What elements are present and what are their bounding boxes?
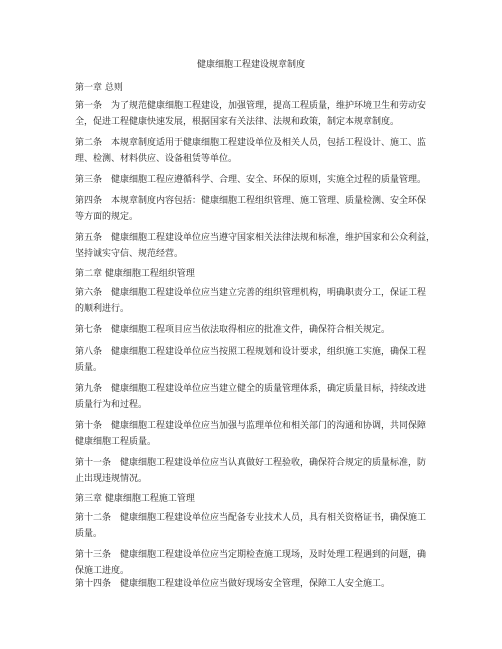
article-12-line-2: 质量。 (75, 528, 103, 539)
article-11-line-1: 第十一条 健康细胞工程建设单位应当认真做好工程验收，确保符合规定的质量标准，防 (75, 458, 427, 468)
article-12-line-1: 第十二条 健康细胞工程建设单位应当配备专业技术人员，具有相关资格证书，确保施工 (75, 513, 427, 523)
article-4 (75, 194, 440, 225)
article-10 (75, 419, 440, 450)
article-2 (75, 136, 440, 167)
article-1-line-2: 全，促进工程健康快速发展，根据国家有关法律、法规和政策，制定本规章制度。 (75, 116, 400, 127)
article-11 (75, 456, 440, 487)
article-4-line-1: 第四条 本规章制度内容包括：健康细胞工程组织管理、施工管理、质量检测、安全环保 (75, 196, 427, 206)
article-1 (75, 99, 440, 130)
chapter-3-heading: 第三章 健康细胞工程施工管理 (75, 494, 195, 504)
article-8-line-2: 质量。 (75, 362, 103, 373)
article-6-line-1: 第六条 健康细胞工程建设单位应当建立完善的组织管理机构，明确职责分工，保证工程 (75, 288, 427, 298)
article-2-line-2: 理、检测、材料供应、设备租赁等单位。 (75, 153, 238, 164)
article-9 (75, 382, 440, 413)
article-7-line-1: 第七条 健康细胞工程项目应当依法取得相应的批准文件，确保符合相关规定。 (75, 325, 391, 335)
article-9-line-2: 质量行为和过程。 (75, 399, 148, 410)
article-6-line-2: 的顺利进行。 (75, 303, 130, 314)
document-title: 健康细胞工程建设规章制度 (196, 60, 305, 70)
article-13 (75, 548, 440, 579)
article-10-line-1: 第十条 健康细胞工程建设单位应当加强与监理单位和相关部门的沟通和协调，共同保障 (75, 421, 427, 431)
article-13-line-2: 保施工进度。 (75, 565, 130, 576)
article-6 (75, 286, 440, 317)
chapter-1-heading: 第一章 总则 (75, 83, 123, 93)
chapter-2-heading: 第二章 健康细胞工程组织管理 (75, 269, 195, 279)
article-14-line-1: 第十四条 健康细胞工程建设单位应当做好现场安全管理，保障工人安全施工。 (75, 579, 391, 589)
article-5-line-2: 坚持诚实守信、规范经营。 (75, 248, 184, 259)
article-12 (75, 511, 440, 542)
article-11-line-2: 止出现违规情况。 (75, 473, 148, 484)
article-5 (75, 231, 440, 262)
article-2-line-1: 第二条 本规章制度适用于健康细胞工程建设单位及相关人员，包括工程设计、施工、监 (75, 138, 427, 148)
article-5-line-1: 第五条 健康细胞工程建设单位应当遵守国家相关法律法规和标准，维护国家和公众利益， (75, 233, 436, 243)
article-13-line-1: 第十三条 健康细胞工程建设单位应当定期检查施工现场，及时处理工程遇到的问题，确 (75, 550, 427, 560)
article-3 (75, 173, 440, 189)
article-3-line-1: 第三条 健康细胞工程应遵循科学、合理、安全、环保的原则，实施全过程的质量管理。 (75, 175, 427, 185)
article-1-line-1: 第一条 为了规范健康细胞工程建设，加强管理，提高工程质量，维护环境卫生和劳动安 (75, 101, 427, 111)
article-9-line-1: 第九条 健康细胞工程建设单位应当建立健全的质量管理体系，确定质量目标，持续改进 (75, 384, 427, 394)
article-10-line-2: 健康细胞工程质量。 (75, 436, 157, 447)
article-8-line-1: 第八条 健康细胞工程建设单位应当按照工程规划和设计要求，组织施工实施，确保工程 (75, 347, 427, 357)
article-7 (75, 323, 440, 339)
article-8 (75, 345, 440, 376)
article-4-line-2: 等方面的规定。 (75, 211, 139, 222)
article-14 (75, 577, 440, 593)
